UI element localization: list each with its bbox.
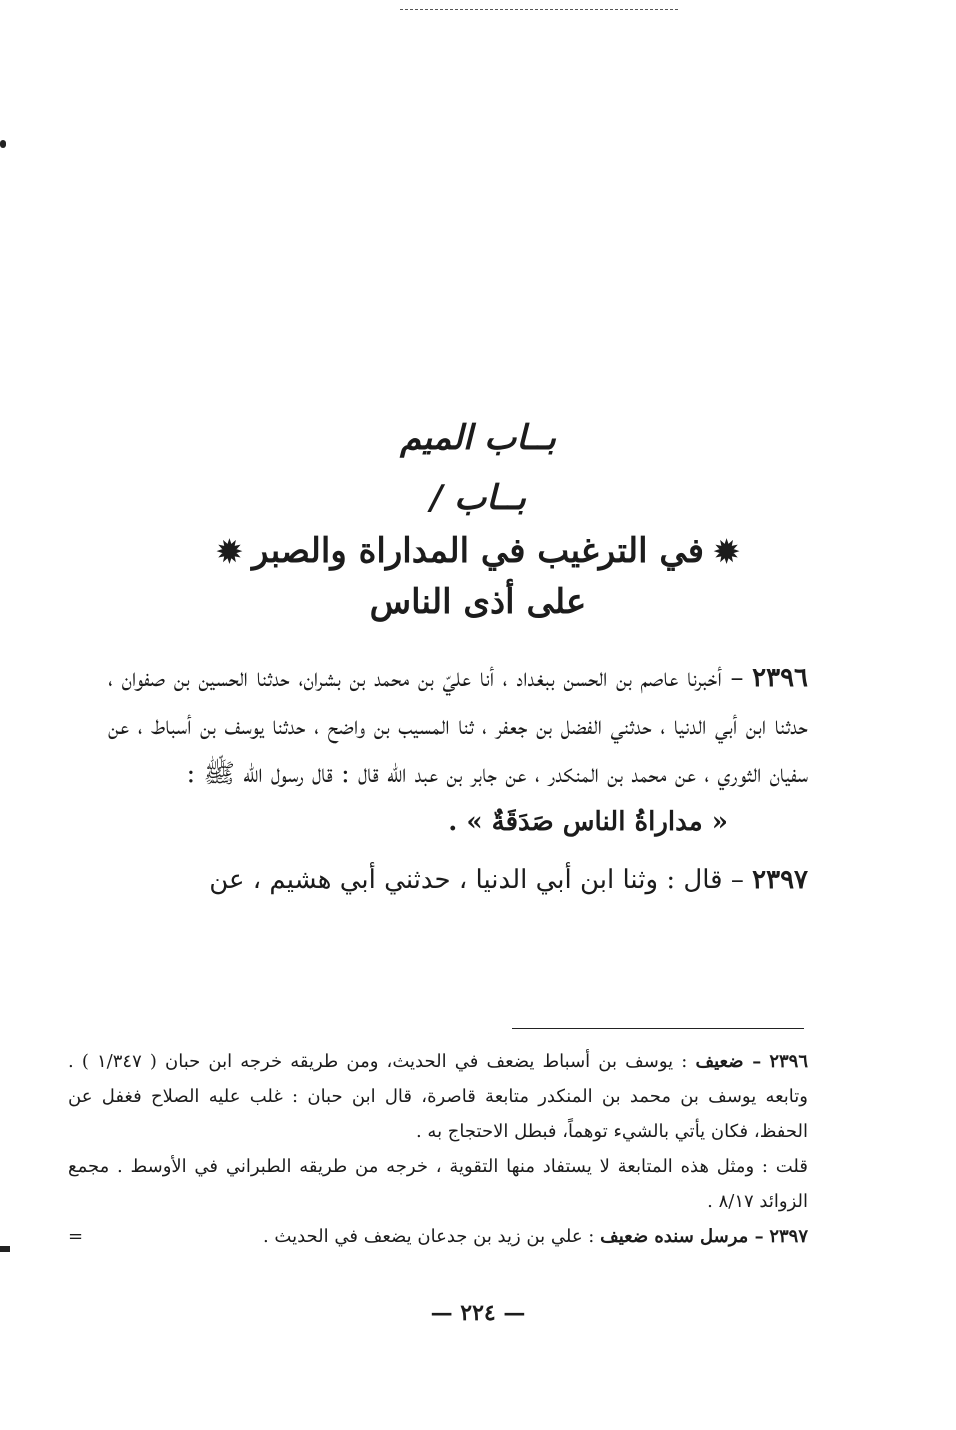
footnote-2397 bbox=[68, 1219, 808, 1254]
scan-edge-mark bbox=[0, 1246, 10, 1252]
scan-edge-mark bbox=[0, 140, 6, 148]
footnote-text: : يوسف بن أسباط يضعف في الحديث، ومن طريقه خرجه ابن حبان ( ١/٣٤٧ ) . وتابعه يوسف بن محمد بن المنكدر متابعة قاصرة، قال ابن حبان : غلب عليه الصلاح فغفل عن الحفظ، فكان يأتي بالشيء توهماً، فبطل الاحتجاج به . bbox=[68, 1051, 808, 1142]
footnote-grade: – مرسل سنده ضعيف bbox=[600, 1226, 764, 1247]
hadith-2396 bbox=[108, 654, 808, 798]
chapter-title bbox=[0, 526, 956, 578]
footnote-number: ٢٣٩٦ bbox=[769, 1051, 809, 1072]
section-heading-bab: بــاب / bbox=[429, 478, 526, 518]
hadith-number: ٢٣٩٦ bbox=[752, 663, 808, 693]
footnote-note: قلت : ومثل هذه المتابعة لا يستفاد منها التقوية ، خرجه من طريقه الطبراني في الأوسط . مجمع الزوائد ٨/١٧ . bbox=[68, 1156, 808, 1212]
hadith-number: ٢٣٩٧ bbox=[752, 865, 808, 895]
section-heading-bab-al-mim: بــاب الميم bbox=[400, 418, 556, 458]
footnotes bbox=[68, 1044, 808, 1254]
star-ornament-icon: ✹ bbox=[216, 535, 243, 570]
hadith-isnad: – قال : وثنا ابن أبي الدنيا ، حدثني أبي هشيم ، عن bbox=[209, 865, 744, 895]
chapter-title-line-1: في الترغيب في المداراة والصبر bbox=[252, 531, 704, 571]
star-ornament-icon: ✹ bbox=[713, 535, 740, 570]
scan-top-dashed-rule bbox=[400, 9, 678, 10]
hadith-matn: « مداراةُ الناس صَدَقَةٌ » . bbox=[448, 807, 728, 837]
footnote-text: : علي بن زيد بن جدعان يضعف في الحديث . bbox=[262, 1226, 595, 1247]
footnote-2396 bbox=[68, 1044, 808, 1149]
chapter-title-line-2: على أذى الناس bbox=[369, 582, 587, 622]
main-text bbox=[108, 654, 808, 904]
footnote-grade: – ضعيف bbox=[695, 1051, 762, 1072]
page-number: — ٢٢٤ — bbox=[430, 1300, 526, 1326]
footnote-number: ٢٣٩٧ bbox=[769, 1226, 808, 1247]
hadith-2397 bbox=[108, 856, 808, 904]
continuation-mark: = bbox=[68, 1226, 84, 1247]
footnote-separator bbox=[512, 1028, 804, 1029]
footnote-body bbox=[263, 1219, 808, 1254]
hadith-isnad: – أخبرنا عاصم بن الحسن ببغداد ، أنا عليّ بن محمد بن بشران، حدثنا الحسين بن صفوان ، حدثنا ابن أبي الدنيا ، حدثني الفضل بن جعفر ، ثنا المسيب بن واضح ، حدثنا يوسف بن أسباط ، عن سفيان الثوري ، عن محمد بن المنكدر ، عن جابر بن عبد الله قال : قال رسول الله ﷺ : bbox=[108, 663, 808, 789]
